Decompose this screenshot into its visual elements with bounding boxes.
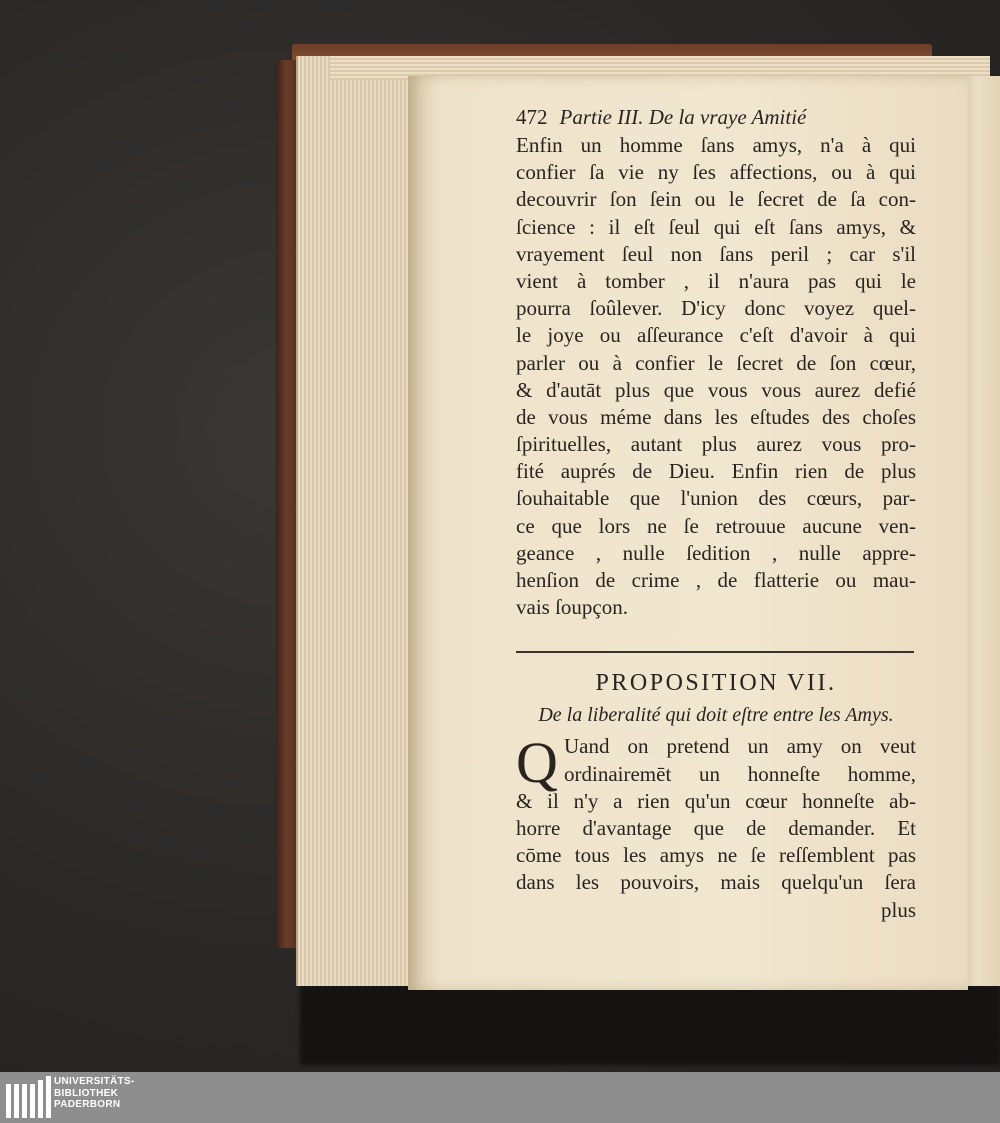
page-edges-left	[296, 56, 422, 986]
text-line: parler ou à confier le ſecret de ſon cœur,	[516, 350, 916, 375]
logo-line: UNIVERSITÄTS-	[54, 1076, 135, 1087]
text-line: confier ſa vie ny ſes affections, ou à qui	[516, 160, 916, 185]
section-rule	[516, 651, 914, 653]
text-line: Enfin un homme ſans amys, n'a à qui	[516, 133, 916, 157]
text-line: ſouhaitable que l'union des cœurs, par-	[516, 486, 916, 511]
catchword: plus	[880, 897, 916, 922]
text-line: vais ſoupçon.	[516, 595, 628, 620]
paragraph-1	[516, 132, 916, 621]
page-text-block	[516, 102, 916, 924]
text-line: ordinairemēt un honneſte homme,	[564, 761, 916, 786]
logo-line: PADERBORN	[54, 1099, 121, 1110]
text-line: vrayement ſeul non ſans peril ; car s'il	[516, 241, 916, 266]
library-footer-bar	[0, 1072, 1000, 1123]
text-line: ſpirituelles, autant plus aurez vous pro-	[516, 432, 916, 457]
text-line: ce que lors ne ſe retrouue aucune ven-	[516, 513, 916, 538]
text-line: le joye ou aſſeurance c'eſt d'avoir à qui	[516, 323, 916, 348]
proposition-title: PROPOSITION VII.	[595, 670, 837, 697]
text-line: cōme tous les amys ne ſe reſſemblent pas	[516, 843, 916, 868]
text-line: ſcience : il eſt ſeul qui eſt ſans amys, &	[516, 214, 916, 239]
text-line: geance , nulle ſedition , nulle appre-	[516, 540, 916, 565]
library-logo-text	[54, 1076, 135, 1111]
text-line: vient à tomber , il n'aura pas qui le	[516, 268, 916, 293]
text-line: decouvrir ſon ſein ou le ſecret de ſa con-	[516, 187, 916, 212]
text-line: & il n'y a rien qu'un cœur honneſte ab-	[516, 788, 916, 813]
text-line: dans les pouvoirs, mais quelqu'un ſera	[516, 870, 916, 895]
text-line: & d'autāt plus que vous vous aurez defié	[516, 377, 916, 402]
proposition-subtitle: De la liberalité qui doit eſtre entre les Amys.	[538, 704, 894, 727]
running-head	[516, 102, 916, 132]
text-line: horre d'avantage que de demander. Et	[516, 815, 916, 840]
text-line: Uand on pretend un amy on veut	[564, 734, 916, 759]
book-shadow	[300, 985, 1000, 1065]
text-line: fité auprés de Dieu. Enfin rien de plus	[516, 459, 916, 484]
running-head-title: Partie III. De la vraye Amitié	[559, 105, 807, 129]
logo-line: BIBLIOTHEK	[54, 1087, 119, 1099]
page-number: 472	[516, 105, 548, 129]
text-line: de vous méme dans les eſtudes des choſes	[516, 404, 916, 429]
paragraph-2	[516, 730, 916, 896]
text-line: pourra ſoûlever. D'icy donc voyez quel-	[516, 296, 916, 321]
library-logo-icon	[6, 1076, 51, 1118]
drop-cap: Q	[516, 730, 558, 796]
text-line: henſion de crime , de flatterie ou mau-	[516, 568, 916, 592]
